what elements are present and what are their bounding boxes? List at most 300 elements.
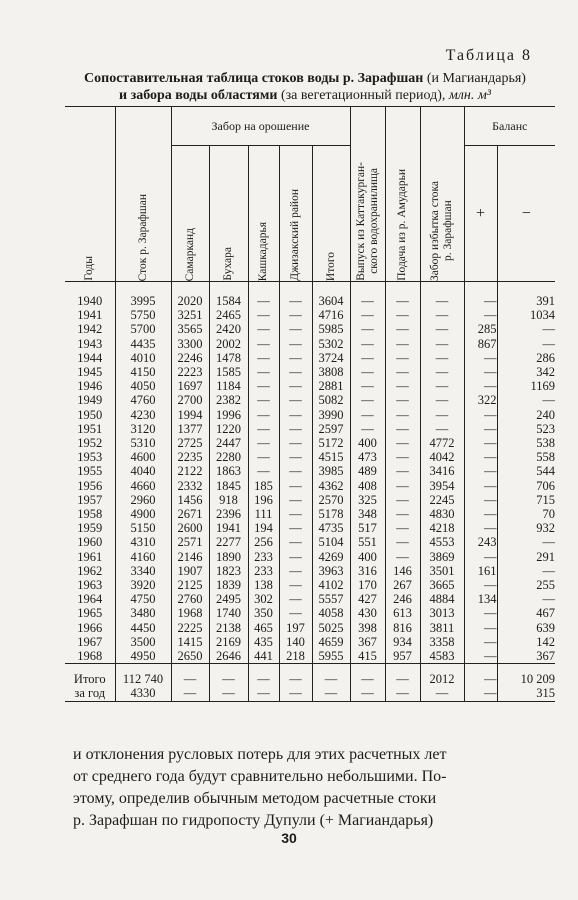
table-cell: 2447: [209, 436, 248, 450]
table-cell: —: [385, 393, 420, 407]
table-cell: 1956: [77, 478, 103, 493]
table-cell: —: [350, 422, 385, 436]
table-cell: 2571: [171, 535, 209, 549]
table-cell: 1950: [77, 407, 103, 422]
table-cell: —: [420, 422, 464, 436]
table-cell: 3724: [312, 351, 350, 365]
table-cell: 4050: [115, 379, 171, 393]
table-cell: —: [464, 649, 497, 664]
totals-row: [65, 686, 555, 701]
table-cell: 1967: [77, 634, 103, 649]
table-cell: —: [279, 365, 312, 379]
table-cell: 1907: [171, 564, 209, 578]
table-cell: 2881: [312, 379, 350, 393]
table-cell: —: [385, 686, 420, 701]
table-cell: 4160: [115, 550, 171, 564]
title-line-1-note: (и Магиандарья): [426, 71, 526, 86]
table-cell: 430: [350, 606, 385, 620]
table-cell: за год: [65, 686, 115, 701]
table-cell: 3013: [420, 606, 464, 620]
table-cell: —: [350, 351, 385, 365]
table-cell: 1456: [171, 493, 209, 507]
table-row: [65, 322, 555, 336]
table-cell: 4450: [115, 621, 171, 635]
table-cell: 1034: [497, 308, 555, 322]
title-line-2-main: и забора воды областями: [119, 88, 278, 103]
table-cell: 398: [350, 621, 385, 635]
table-cell: —: [171, 672, 209, 686]
table-cell: 4040: [115, 464, 171, 478]
spacer-cell: [209, 282, 248, 295]
table-cell: 1697: [171, 379, 209, 393]
body-line: от среднего года будут сравнительно небольшими. По-: [73, 768, 447, 785]
table-cell: —: [464, 550, 497, 564]
table-cell: —: [497, 592, 555, 606]
table-cell: —: [464, 635, 497, 649]
spacer-cell: [420, 282, 464, 295]
table-row: [65, 550, 555, 564]
table-cell: —: [420, 686, 464, 701]
flow-comparison-table: [65, 106, 555, 702]
table-cell: —: [385, 507, 420, 521]
table-cell: —: [464, 408, 497, 422]
table-cell: 5750: [115, 308, 171, 322]
table-cell: 2646: [209, 649, 248, 664]
table-cell: —: [279, 464, 312, 478]
table-row: [65, 564, 555, 578]
table-cell: —: [279, 672, 312, 686]
table-cell: —: [248, 422, 279, 436]
table-cell: 3985: [312, 464, 350, 478]
table-cell: 2125: [171, 578, 209, 592]
table-cell: 3300: [171, 337, 209, 351]
table-cell: 523: [497, 422, 555, 436]
table-cell: 1961: [77, 549, 103, 564]
table-cell: 315: [497, 686, 555, 701]
table-cell: 3665: [420, 578, 464, 592]
table-cell: —: [279, 550, 312, 564]
header-balance-minus: −: [497, 146, 555, 282]
table-cell: 2700: [171, 393, 209, 407]
table-cell: —: [497, 535, 555, 549]
table-cell: 2650: [171, 649, 209, 664]
table-cell: 233: [248, 564, 279, 578]
table-cell: 2245: [420, 493, 464, 507]
table-cell: 2396: [209, 507, 248, 521]
table-cell: —: [248, 393, 279, 407]
table-cell: —: [279, 535, 312, 549]
table-cell: 1890: [209, 550, 248, 564]
spacer-cell: [350, 664, 385, 673]
spacer-cell: [312, 282, 350, 295]
table-cell: 1839: [209, 578, 248, 592]
table-row: [65, 635, 555, 649]
table-cell: 243: [464, 535, 497, 549]
table-cell: 233: [248, 550, 279, 564]
table-cell: 2235: [171, 450, 209, 464]
table-cell: —: [464, 578, 497, 592]
table-cell: —: [279, 337, 312, 351]
table-cell: 291: [497, 550, 555, 564]
table-cell: 4950: [115, 649, 171, 664]
header-year: Годы: [65, 107, 115, 282]
table-cell: 4750: [115, 592, 171, 606]
table-cell: —: [279, 436, 312, 450]
table-cell: —: [350, 672, 385, 686]
table-cell: 473: [350, 450, 385, 464]
table-cell: —: [385, 479, 420, 493]
table-cell: —: [385, 308, 420, 322]
table-cell: —: [385, 294, 420, 308]
table-cell: —: [497, 564, 555, 578]
header-total: Итого: [312, 146, 350, 282]
header-jizzakh: Джизакский район: [279, 146, 312, 282]
spacer-cell: [65, 664, 115, 673]
table-row: [65, 464, 555, 478]
table-cell: 1478: [209, 351, 248, 365]
table-cell: 1220: [209, 422, 248, 436]
table-cell: —: [279, 308, 312, 322]
table-row: [65, 351, 555, 365]
table-cell: 4042: [420, 450, 464, 464]
table-cell: —: [464, 521, 497, 535]
table-cell: —: [248, 322, 279, 336]
table-cell: 1943: [77, 336, 103, 351]
table-row: [65, 308, 555, 322]
table-cell: —: [350, 365, 385, 379]
table-cell: —: [279, 294, 312, 308]
table-cell: —: [350, 686, 385, 701]
table-cell: 256: [248, 535, 279, 549]
table-cell: 1951: [77, 421, 103, 436]
table-cell: —: [420, 393, 464, 407]
table-cell: —: [350, 322, 385, 336]
table-cell: 934: [385, 635, 420, 649]
table-cell: 1169: [497, 379, 555, 393]
table-cell: 435: [248, 635, 279, 649]
table-cell: 1964: [77, 592, 103, 607]
spacer-row: [65, 664, 555, 673]
table-row: [65, 592, 555, 606]
table-row: [65, 294, 555, 308]
table-cell: 408: [350, 479, 385, 493]
table-cell: —: [350, 337, 385, 351]
table-cell: 400: [350, 550, 385, 564]
table-cell: 1740: [209, 606, 248, 620]
table-cell: —: [464, 621, 497, 635]
header-amudarya-supply: Подача из р. Амударьи: [385, 107, 420, 282]
table-cell: 918: [209, 493, 248, 507]
header-flow: Сток р. Зарафшан: [115, 107, 171, 282]
spacer-cell: [312, 664, 350, 673]
table-cell: 322: [464, 393, 497, 407]
header-balance-group: Баланс: [464, 107, 555, 146]
table-cell: 2169: [209, 635, 248, 649]
table-cell: 302: [248, 592, 279, 606]
table-cell: 218: [279, 649, 312, 664]
table-cell: 1968: [65, 649, 115, 664]
table-cell: 1963: [77, 578, 103, 593]
table-cell: 1942: [77, 322, 103, 337]
title-line-2-note: (за вегетационный период),: [280, 88, 446, 103]
table-cell: 316: [350, 564, 385, 578]
table-cell: 2246: [171, 351, 209, 365]
table-cell: 2960: [115, 493, 171, 507]
table-cell: —: [464, 365, 497, 379]
table-cell: 1952: [77, 436, 103, 451]
table-cell: 2012: [420, 672, 464, 686]
table-row: [65, 606, 555, 620]
spacer-cell: [385, 282, 420, 295]
table-row: [65, 379, 555, 393]
table-cell: 3340: [115, 564, 171, 578]
table-cell: 4716: [312, 308, 350, 322]
table-cell: 1958: [77, 507, 103, 522]
table-cell: 4269: [312, 550, 350, 564]
table-cell: 5150: [115, 521, 171, 535]
table-cell: 134: [464, 592, 497, 606]
table-cell: 1944: [77, 350, 103, 365]
header-reservoir-release: Выпуск из Каттакурган- ского водохранилища: [350, 107, 385, 282]
table-cell: 1957: [77, 492, 103, 507]
title-line-1: [60, 70, 550, 87]
table-cell: —: [385, 535, 420, 549]
table-cell: 558: [497, 450, 555, 464]
table-cell: 3501: [420, 564, 464, 578]
table-cell: 1415: [171, 635, 209, 649]
table-row: [65, 422, 555, 436]
table-cell: 5557: [312, 592, 350, 606]
table-cell: 2495: [209, 592, 248, 606]
table-cell: 112 740: [115, 672, 171, 686]
table-cell: 140: [279, 635, 312, 649]
table-cell: 551: [350, 535, 385, 549]
body-paragraph: [73, 744, 558, 832]
spacer-cell: [464, 282, 497, 295]
table-row: [65, 408, 555, 422]
table-cell: —: [248, 337, 279, 351]
table-cell: —: [350, 308, 385, 322]
spacer-cell: [279, 282, 312, 295]
table-cell: 5104: [312, 535, 350, 549]
table-cell: 1823: [209, 564, 248, 578]
table-row: [65, 621, 555, 635]
table-cell: 538: [497, 436, 555, 450]
table-cell: 5700: [115, 322, 171, 336]
table-cell: —: [248, 308, 279, 322]
table-cell: 2597: [312, 422, 350, 436]
table-cell: 4830: [420, 507, 464, 521]
table-cell: —: [497, 322, 555, 336]
table-cell: 2420: [209, 322, 248, 336]
table-cell: 2600: [171, 521, 209, 535]
table-cell: —: [385, 550, 420, 564]
table-cell: 4435: [115, 337, 171, 351]
table-cell: 5178: [312, 507, 350, 521]
table-cell: 4102: [312, 578, 350, 592]
title-unit: млн. м³: [448, 88, 491, 103]
table-cell: —: [385, 351, 420, 365]
table-cell: 706: [497, 479, 555, 493]
table-cell: 465: [248, 621, 279, 635]
spacer-cell: [115, 282, 171, 295]
body-line: и отклонения русловых потерь для этих расчетных лет: [73, 746, 447, 763]
table-cell: 138: [248, 578, 279, 592]
table-cell: —: [385, 408, 420, 422]
table-cell: —: [350, 294, 385, 308]
table-cell: 2002: [209, 337, 248, 351]
table-cell: 5082: [312, 393, 350, 407]
table-cell: 2725: [171, 436, 209, 450]
table-cell: 5985: [312, 322, 350, 336]
table-cell: —: [420, 337, 464, 351]
table-cell: —: [464, 308, 497, 322]
table-cell: 4772: [420, 436, 464, 450]
table-cell: 4218: [420, 521, 464, 535]
table-cell: —: [248, 450, 279, 464]
table-cell: 441: [248, 649, 279, 664]
table-cell: 1863: [209, 464, 248, 478]
table-cell: —: [385, 436, 420, 450]
table-cell: —: [279, 507, 312, 521]
table-cell: 1184: [209, 379, 248, 393]
table-cell: —: [248, 408, 279, 422]
table-cell: —: [385, 521, 420, 535]
table-cell: —: [464, 479, 497, 493]
table-cell: 1946: [77, 379, 103, 394]
table-cell: —: [420, 408, 464, 422]
table-cell: 3808: [312, 365, 350, 379]
spacer-cell: [497, 664, 555, 673]
table-cell: 194: [248, 521, 279, 535]
header-balance-plus: +: [464, 146, 497, 282]
table-cell: —: [420, 294, 464, 308]
table-cell: 4310: [115, 535, 171, 549]
table-cell: 4760: [115, 393, 171, 407]
table-cell: 367: [350, 635, 385, 649]
table-cell: 196: [248, 493, 279, 507]
table-cell: 3604: [312, 294, 350, 308]
body-line: этому, определив обычным методом расчетные стоки: [73, 790, 437, 807]
table-cell: 3954: [420, 479, 464, 493]
table-cell: 1968: [171, 606, 209, 620]
table-cell: 111: [248, 507, 279, 521]
table-row: [65, 649, 555, 664]
table-cell: 639: [497, 621, 555, 635]
spacer-cell: [171, 282, 209, 295]
table-cell: 367: [497, 649, 555, 664]
table-cell: 2382: [209, 393, 248, 407]
table-cell: 4884: [420, 592, 464, 606]
table-cell: —: [464, 686, 497, 701]
table-cell: —: [279, 606, 312, 620]
table-cell: —: [464, 422, 497, 436]
table-cell: 715: [497, 493, 555, 507]
spacer-cell: [464, 664, 497, 673]
table-cell: —: [385, 422, 420, 436]
table-cell: 1845: [209, 479, 248, 493]
table-cell: —: [209, 686, 248, 701]
table-cell: 1585: [209, 365, 248, 379]
table-cell: Итого: [73, 672, 106, 687]
table-cell: 3995: [115, 294, 171, 308]
table-row: [65, 436, 555, 450]
table-cell: 3500: [115, 635, 171, 649]
table-cell: —: [279, 578, 312, 592]
table-cell: —: [464, 450, 497, 464]
table-cell: —: [279, 450, 312, 464]
table-cell: —: [420, 379, 464, 393]
table-cell: 2146: [171, 550, 209, 564]
table-cell: 544: [497, 464, 555, 478]
table-cell: 146: [385, 564, 420, 578]
header-samarkand: Самарканд: [171, 146, 209, 282]
table-cell: 3811: [420, 621, 464, 635]
table-cell: 4362: [312, 479, 350, 493]
table-cell: 4010: [115, 351, 171, 365]
spacer-cell: [248, 664, 279, 673]
table-cell: 3963: [312, 564, 350, 578]
table-cell: —: [350, 379, 385, 393]
table-cell: —: [385, 464, 420, 478]
page-number: 30: [281, 830, 297, 846]
table-cell: 2122: [171, 464, 209, 478]
table-cell: 4659: [312, 635, 350, 649]
table-cell: —: [312, 672, 350, 686]
table-cell: —: [248, 379, 279, 393]
spacer-cell: [350, 282, 385, 295]
spacer-cell: [385, 664, 420, 673]
table-cell: —: [248, 351, 279, 365]
spacer-cell: [115, 664, 171, 673]
table-cell: 4900: [115, 507, 171, 521]
table-cell: —: [464, 464, 497, 478]
table-cell: 1966: [77, 620, 103, 635]
table-cell: 240: [497, 408, 555, 422]
table-cell: 3358: [420, 635, 464, 649]
table-cell: —: [248, 365, 279, 379]
table-cell: —: [350, 393, 385, 407]
table-cell: 3416: [420, 464, 464, 478]
body-line: р. Зарафшан по гидропосту Дупули (+ Магиандарья): [73, 812, 434, 829]
table-cell: 1945: [77, 365, 103, 380]
table-cell: 2570: [312, 493, 350, 507]
table-cell: 957: [385, 649, 420, 664]
table-cell: 3120: [115, 422, 171, 436]
table-row: [65, 450, 555, 464]
table-cell: 816: [385, 621, 420, 635]
table-cell: —: [464, 436, 497, 450]
table-cell: 185: [248, 479, 279, 493]
table-cell: 70: [497, 507, 555, 521]
spacer-cell: [65, 282, 115, 295]
table-cell: —: [420, 308, 464, 322]
table-cell: 267: [385, 578, 420, 592]
table-cell: —: [312, 686, 350, 701]
table-cell: —: [279, 479, 312, 493]
table-cell: 1955: [77, 464, 103, 479]
table-cell: 5025: [312, 621, 350, 635]
table-cell: —: [385, 365, 420, 379]
table-row: [65, 535, 555, 549]
table-row: [65, 365, 555, 379]
table-cell: —: [171, 686, 209, 701]
table-cell: —: [420, 322, 464, 336]
table-cell: —: [464, 672, 497, 686]
table-body: [65, 282, 555, 702]
table-cell: 400: [350, 436, 385, 450]
table-cell: —: [385, 672, 420, 686]
